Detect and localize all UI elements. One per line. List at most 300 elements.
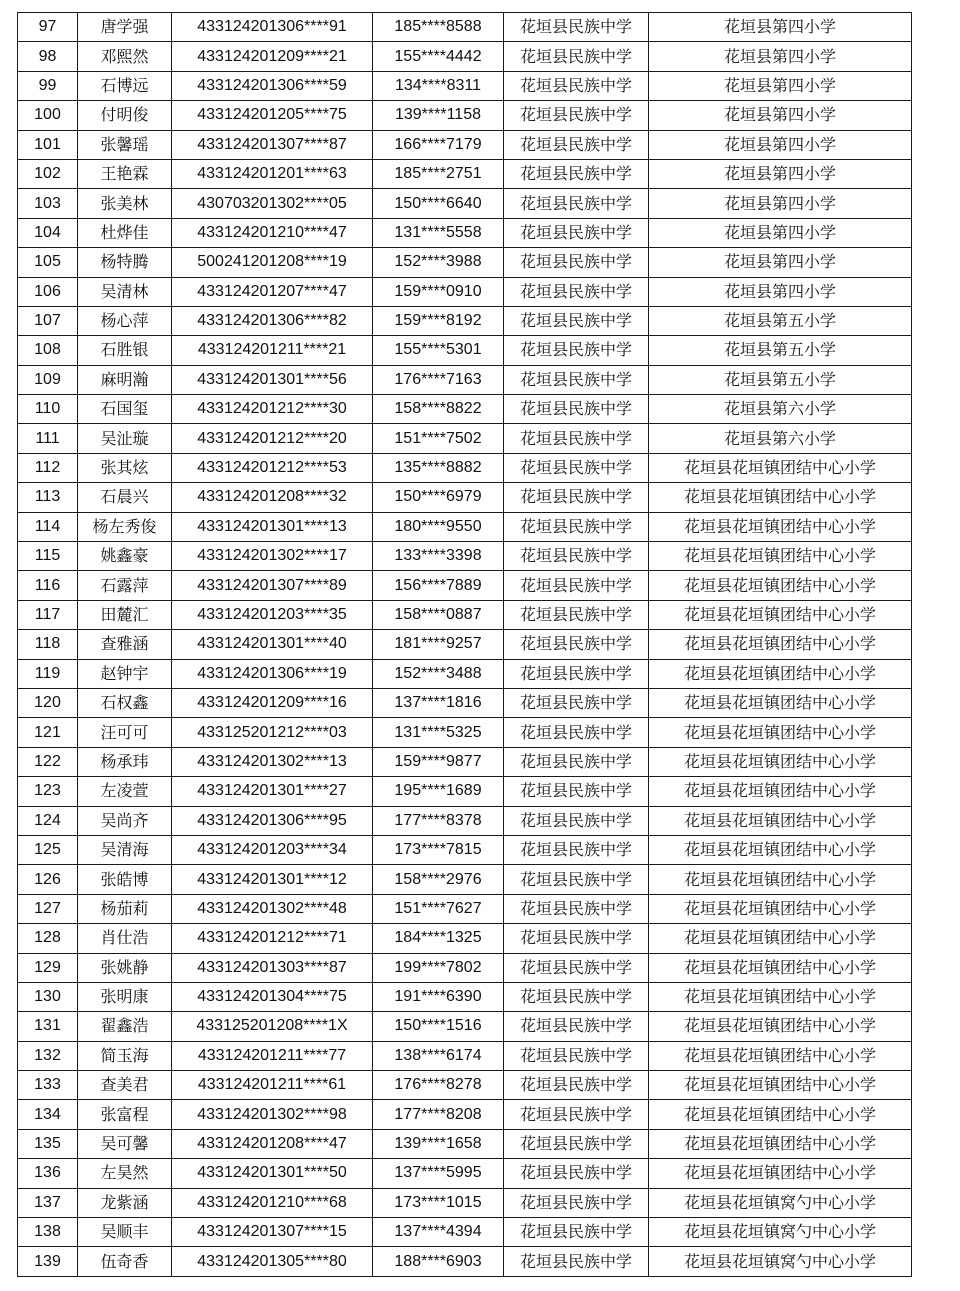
assigned-school-cell: 花垣县第四小学 [649,189,912,218]
current-school-cell: 花垣县民族中学 [504,1041,649,1070]
current-school-cell: 花垣县民族中学 [504,1218,649,1247]
student-name-cell: 查雅涵 [78,630,172,659]
row-number-cell: 125 [18,835,78,864]
table-row [18,130,912,159]
row-number-cell: 109 [18,365,78,394]
current-school-cell: 花垣县民族中学 [504,453,649,482]
table-row [18,1129,912,1158]
phone-cell: 158****2976 [373,865,504,894]
phone-cell: 150****1516 [373,1012,504,1041]
assigned-school-cell: 花垣县第五小学 [649,336,912,365]
table-row [18,747,912,776]
student-name-cell: 张馨瑶 [78,130,172,159]
table-row [18,894,912,923]
current-school-cell: 花垣县民族中学 [504,395,649,424]
table-row [18,571,912,600]
assigned-school-cell: 花垣县花垣镇团结中心小学 [649,806,912,835]
row-number-cell: 114 [18,512,78,541]
id-number-cell: 433124201211****77 [172,1041,373,1070]
phone-cell: 191****6390 [373,982,504,1011]
table-row [18,630,912,659]
current-school-cell: 花垣县民族中学 [504,688,649,717]
current-school-cell: 花垣县民族中学 [504,924,649,953]
table-row [18,1159,912,1188]
current-school-cell: 花垣县民族中学 [504,248,649,277]
row-number-cell: 136 [18,1159,78,1188]
id-number-cell: 433124201201****63 [172,159,373,188]
table-row [18,718,912,747]
assigned-school-cell: 花垣县第四小学 [649,13,912,42]
id-number-cell: 433124201302****17 [172,542,373,571]
student-table-body [18,13,912,1277]
assigned-school-cell: 花垣县第六小学 [649,395,912,424]
row-number-cell: 117 [18,600,78,629]
phone-cell: 133****3398 [373,542,504,571]
phone-cell: 176****7163 [373,365,504,394]
phone-cell: 138****6174 [373,1041,504,1070]
assigned-school-cell: 花垣县花垣镇团结中心小学 [649,659,912,688]
phone-cell: 184****1325 [373,924,504,953]
id-number-cell: 433124201212****53 [172,453,373,482]
id-number-cell: 433124201306****59 [172,71,373,100]
id-number-cell: 430703201302****05 [172,189,373,218]
id-number-cell: 433124201306****19 [172,659,373,688]
id-number-cell: 433124201203****35 [172,600,373,629]
id-number-cell: 433125201212****03 [172,718,373,747]
assigned-school-cell: 花垣县花垣镇窝勺中心小学 [649,1188,912,1217]
phone-cell: 158****0887 [373,600,504,629]
id-number-cell: 433124201203****34 [172,835,373,864]
id-number-cell: 433124201306****95 [172,806,373,835]
current-school-cell: 花垣县民族中学 [504,718,649,747]
row-number-cell: 113 [18,483,78,512]
student-name-cell: 汪可可 [78,718,172,747]
current-school-cell: 花垣县民族中学 [504,1129,649,1158]
student-name-cell: 石晨兴 [78,483,172,512]
phone-cell: 155****4442 [373,42,504,71]
id-number-cell: 433124201302****13 [172,747,373,776]
id-number-cell: 433124201210****47 [172,218,373,247]
student-name-cell: 石权鑫 [78,688,172,717]
table-row [18,982,912,1011]
id-number-cell: 433124201304****75 [172,982,373,1011]
table-row [18,336,912,365]
table-row [18,1247,912,1276]
table-row [18,659,912,688]
row-number-cell: 107 [18,306,78,335]
id-number-cell: 433124201209****16 [172,688,373,717]
id-number-cell: 433124201306****91 [172,13,373,42]
table-row [18,306,912,335]
student-name-cell: 张美林 [78,189,172,218]
assigned-school-cell: 花垣县花垣镇团结中心小学 [649,718,912,747]
phone-cell: 137****5995 [373,1159,504,1188]
table-row [18,1012,912,1041]
id-number-cell: 433124201307****15 [172,1218,373,1247]
assigned-school-cell: 花垣县花垣镇窝勺中心小学 [649,1218,912,1247]
current-school-cell: 花垣县民族中学 [504,542,649,571]
row-number-cell: 123 [18,777,78,806]
phone-cell: 156****7889 [373,571,504,600]
current-school-cell: 花垣县民族中学 [504,306,649,335]
current-school-cell: 花垣县民族中学 [504,747,649,776]
row-number-cell: 104 [18,218,78,247]
phone-cell: 139****1658 [373,1129,504,1158]
student-name-cell: 肖仕浩 [78,924,172,953]
student-name-cell: 王艳霖 [78,159,172,188]
student-name-cell: 石博远 [78,71,172,100]
table-row [18,71,912,100]
student-name-cell: 姚鑫豪 [78,542,172,571]
id-number-cell: 433125201208****1X [172,1012,373,1041]
phone-cell: 131****5558 [373,218,504,247]
student-name-cell: 田麓汇 [78,600,172,629]
id-number-cell: 433124201207****47 [172,277,373,306]
phone-cell: 166****7179 [373,130,504,159]
assigned-school-cell: 花垣县花垣镇团结中心小学 [649,865,912,894]
student-name-cell: 张富程 [78,1100,172,1129]
student-name-cell: 简玉海 [78,1041,172,1070]
assigned-school-cell: 花垣县花垣镇团结中心小学 [649,453,912,482]
assigned-school-cell: 花垣县花垣镇团结中心小学 [649,1129,912,1158]
student-name-cell: 杨茄莉 [78,894,172,923]
phone-cell: 177****8208 [373,1100,504,1129]
assigned-school-cell: 花垣县花垣镇团结中心小学 [649,982,912,1011]
id-number-cell: 433124201205****75 [172,101,373,130]
assigned-school-cell: 花垣县第四小学 [649,277,912,306]
table-row [18,865,912,894]
assigned-school-cell: 花垣县花垣镇团结中心小学 [649,777,912,806]
student-name-cell: 杨心萍 [78,306,172,335]
student-name-cell: 张其炫 [78,453,172,482]
id-number-cell: 433124201302****48 [172,894,373,923]
table-row [18,277,912,306]
student-name-cell: 邓熙然 [78,42,172,71]
row-number-cell: 131 [18,1012,78,1041]
id-number-cell: 433124201212****20 [172,424,373,453]
row-number-cell: 110 [18,395,78,424]
row-number-cell: 133 [18,1071,78,1100]
id-number-cell: 433124201301****50 [172,1159,373,1188]
student-name-cell: 吴尚齐 [78,806,172,835]
id-number-cell: 433124201210****68 [172,1188,373,1217]
student-name-cell: 付明俊 [78,101,172,130]
row-number-cell: 134 [18,1100,78,1129]
row-number-cell: 122 [18,747,78,776]
assigned-school-cell: 花垣县花垣镇团结中心小学 [649,1012,912,1041]
phone-cell: 180****9550 [373,512,504,541]
assigned-school-cell: 花垣县第六小学 [649,424,912,453]
assigned-school-cell: 花垣县花垣镇团结中心小学 [649,1071,912,1100]
current-school-cell: 花垣县民族中学 [504,130,649,159]
phone-cell: 137****4394 [373,1218,504,1247]
phone-cell: 131****5325 [373,718,504,747]
phone-cell: 159****8192 [373,306,504,335]
current-school-cell: 花垣县民族中学 [504,277,649,306]
student-name-cell: 张明康 [78,982,172,1011]
assigned-school-cell: 花垣县花垣镇团结中心小学 [649,688,912,717]
assigned-school-cell: 花垣县花垣镇团结中心小学 [649,483,912,512]
table-row [18,1188,912,1217]
phone-cell: 195****1689 [373,777,504,806]
student-name-cell: 石国玺 [78,395,172,424]
row-number-cell: 121 [18,718,78,747]
student-name-cell: 查美君 [78,1071,172,1100]
table-row [18,806,912,835]
phone-cell: 177****8378 [373,806,504,835]
row-number-cell: 97 [18,13,78,42]
id-number-cell: 433124201302****98 [172,1100,373,1129]
document-page [17,12,905,1277]
phone-cell: 176****8278 [373,1071,504,1100]
assigned-school-cell: 花垣县第四小学 [649,130,912,159]
id-number-cell: 433124201301****56 [172,365,373,394]
row-number-cell: 119 [18,659,78,688]
current-school-cell: 花垣县民族中学 [504,1159,649,1188]
row-number-cell: 126 [18,865,78,894]
assigned-school-cell: 花垣县花垣镇团结中心小学 [649,542,912,571]
assigned-school-cell: 花垣县花垣镇团结中心小学 [649,600,912,629]
student-name-cell: 石胜银 [78,336,172,365]
current-school-cell: 花垣县民族中学 [504,659,649,688]
phone-cell: 173****7815 [373,835,504,864]
table-row [18,835,912,864]
assigned-school-cell: 花垣县第四小学 [649,42,912,71]
phone-cell: 151****7502 [373,424,504,453]
id-number-cell: 500241201208****19 [172,248,373,277]
student-name-cell: 唐学强 [78,13,172,42]
phone-cell: 159****9877 [373,747,504,776]
row-number-cell: 111 [18,424,78,453]
current-school-cell: 花垣县民族中学 [504,42,649,71]
student-name-cell: 吴清海 [78,835,172,864]
id-number-cell: 433124201307****87 [172,130,373,159]
row-number-cell: 103 [18,189,78,218]
assigned-school-cell: 花垣县花垣镇团结中心小学 [649,747,912,776]
student-name-cell: 麻明瀚 [78,365,172,394]
row-number-cell: 129 [18,953,78,982]
assigned-school-cell: 花垣县花垣镇团结中心小学 [649,512,912,541]
phone-cell: 158****8822 [373,395,504,424]
assigned-school-cell: 花垣县花垣镇团结中心小学 [649,571,912,600]
current-school-cell: 花垣县民族中学 [504,1188,649,1217]
assigned-school-cell: 花垣县第四小学 [649,248,912,277]
phone-cell: 188****6903 [373,1247,504,1276]
row-number-cell: 100 [18,101,78,130]
student-name-cell: 龙紫涵 [78,1188,172,1217]
row-number-cell: 127 [18,894,78,923]
table-row [18,924,912,953]
table-row [18,453,912,482]
current-school-cell: 花垣县民族中学 [504,512,649,541]
id-number-cell: 433124201301****13 [172,512,373,541]
table-row [18,101,912,130]
table-row [18,1071,912,1100]
phone-cell: 152****3488 [373,659,504,688]
current-school-cell: 花垣县民族中学 [504,189,649,218]
id-number-cell: 433124201211****21 [172,336,373,365]
row-number-cell: 128 [18,924,78,953]
assigned-school-cell: 花垣县花垣镇团结中心小学 [649,835,912,864]
row-number-cell: 101 [18,130,78,159]
assigned-school-cell: 花垣县第四小学 [649,218,912,247]
current-school-cell: 花垣县民族中学 [504,806,649,835]
row-number-cell: 108 [18,336,78,365]
table-row [18,218,912,247]
current-school-cell: 花垣县民族中学 [504,365,649,394]
table-row [18,542,912,571]
current-school-cell: 花垣县民族中学 [504,1012,649,1041]
current-school-cell: 花垣县民族中学 [504,483,649,512]
row-number-cell: 138 [18,1218,78,1247]
assigned-school-cell: 花垣县花垣镇团结中心小学 [649,953,912,982]
id-number-cell: 433124201209****21 [172,42,373,71]
current-school-cell: 花垣县民族中学 [504,13,649,42]
id-number-cell: 433124201211****61 [172,1071,373,1100]
id-number-cell: 433124201212****30 [172,395,373,424]
table-row [18,365,912,394]
phone-cell: 151****7627 [373,894,504,923]
assigned-school-cell: 花垣县第四小学 [649,159,912,188]
id-number-cell: 433124201307****89 [172,571,373,600]
current-school-cell: 花垣县民族中学 [504,630,649,659]
current-school-cell: 花垣县民族中学 [504,953,649,982]
row-number-cell: 102 [18,159,78,188]
id-number-cell: 433124201303****87 [172,953,373,982]
assigned-school-cell: 花垣县第四小学 [649,71,912,100]
row-number-cell: 120 [18,688,78,717]
current-school-cell: 花垣县民族中学 [504,336,649,365]
id-number-cell: 433124201301****12 [172,865,373,894]
current-school-cell: 花垣县民族中学 [504,600,649,629]
phone-cell: 181****9257 [373,630,504,659]
assigned-school-cell: 花垣县花垣镇团结中心小学 [649,1159,912,1188]
student-name-cell: 张姚静 [78,953,172,982]
row-number-cell: 112 [18,453,78,482]
student-name-cell: 翟鑫浩 [78,1012,172,1041]
row-number-cell: 130 [18,982,78,1011]
table-row [18,1100,912,1129]
id-number-cell: 433124201306****82 [172,306,373,335]
assigned-school-cell: 花垣县花垣镇团结中心小学 [649,924,912,953]
current-school-cell: 花垣县民族中学 [504,982,649,1011]
id-number-cell: 433124201208****32 [172,483,373,512]
current-school-cell: 花垣县民族中学 [504,894,649,923]
student-name-cell: 吴可馨 [78,1129,172,1158]
row-number-cell: 137 [18,1188,78,1217]
assigned-school-cell: 花垣县花垣镇团结中心小学 [649,894,912,923]
id-number-cell: 433124201301****40 [172,630,373,659]
student-table [17,12,912,1277]
current-school-cell: 花垣县民族中学 [504,1100,649,1129]
phone-cell: 134****8311 [373,71,504,100]
current-school-cell: 花垣县民族中学 [504,571,649,600]
current-school-cell: 花垣县民族中学 [504,101,649,130]
table-row [18,1218,912,1247]
table-row [18,13,912,42]
table-row [18,424,912,453]
current-school-cell: 花垣县民族中学 [504,1247,649,1276]
student-name-cell: 吴清林 [78,277,172,306]
row-number-cell: 105 [18,248,78,277]
phone-cell: 135****8882 [373,453,504,482]
phone-cell: 152****3988 [373,248,504,277]
phone-cell: 155****5301 [373,336,504,365]
phone-cell: 173****1015 [373,1188,504,1217]
phone-cell: 185****2751 [373,159,504,188]
row-number-cell: 99 [18,71,78,100]
table-row [18,42,912,71]
phone-cell: 150****6979 [373,483,504,512]
student-name-cell: 杜烨佳 [78,218,172,247]
table-row [18,777,912,806]
phone-cell: 159****0910 [373,277,504,306]
table-row [18,189,912,218]
phone-cell: 150****6640 [373,189,504,218]
table-row [18,159,912,188]
student-name-cell: 赵钟宇 [78,659,172,688]
assigned-school-cell: 花垣县第五小学 [649,306,912,335]
table-row [18,395,912,424]
current-school-cell: 花垣县民族中学 [504,71,649,100]
student-name-cell: 伍奇香 [78,1247,172,1276]
row-number-cell: 118 [18,630,78,659]
id-number-cell: 433124201208****47 [172,1129,373,1158]
table-row [18,688,912,717]
assigned-school-cell: 花垣县花垣镇窝勺中心小学 [649,1247,912,1276]
assigned-school-cell: 花垣县花垣镇团结中心小学 [649,1100,912,1129]
assigned-school-cell: 花垣县花垣镇团结中心小学 [649,630,912,659]
assigned-school-cell: 花垣县第四小学 [649,101,912,130]
table-row [18,600,912,629]
row-number-cell: 106 [18,277,78,306]
table-row [18,512,912,541]
assigned-school-cell: 花垣县花垣镇团结中心小学 [649,1041,912,1070]
id-number-cell: 433124201305****80 [172,1247,373,1276]
id-number-cell: 433124201212****71 [172,924,373,953]
student-name-cell: 吴顺丰 [78,1218,172,1247]
row-number-cell: 135 [18,1129,78,1158]
phone-cell: 137****1816 [373,688,504,717]
table-row [18,248,912,277]
table-row [18,953,912,982]
phone-cell: 185****8588 [373,13,504,42]
current-school-cell: 花垣县民族中学 [504,865,649,894]
student-name-cell: 左凌萱 [78,777,172,806]
student-name-cell: 张皓博 [78,865,172,894]
current-school-cell: 花垣县民族中学 [504,1071,649,1100]
table-row [18,483,912,512]
row-number-cell: 139 [18,1247,78,1276]
phone-cell: 199****7802 [373,953,504,982]
student-name-cell: 吴沚璇 [78,424,172,453]
student-name-cell: 石露萍 [78,571,172,600]
row-number-cell: 124 [18,806,78,835]
row-number-cell: 132 [18,1041,78,1070]
current-school-cell: 花垣县民族中学 [504,424,649,453]
row-number-cell: 116 [18,571,78,600]
row-number-cell: 115 [18,542,78,571]
current-school-cell: 花垣县民族中学 [504,777,649,806]
student-name-cell: 杨承玮 [78,747,172,776]
current-school-cell: 花垣县民族中学 [504,159,649,188]
table-row [18,1041,912,1070]
assigned-school-cell: 花垣县第五小学 [649,365,912,394]
id-number-cell: 433124201301****27 [172,777,373,806]
row-number-cell: 98 [18,42,78,71]
current-school-cell: 花垣县民族中学 [504,218,649,247]
phone-cell: 139****1158 [373,101,504,130]
